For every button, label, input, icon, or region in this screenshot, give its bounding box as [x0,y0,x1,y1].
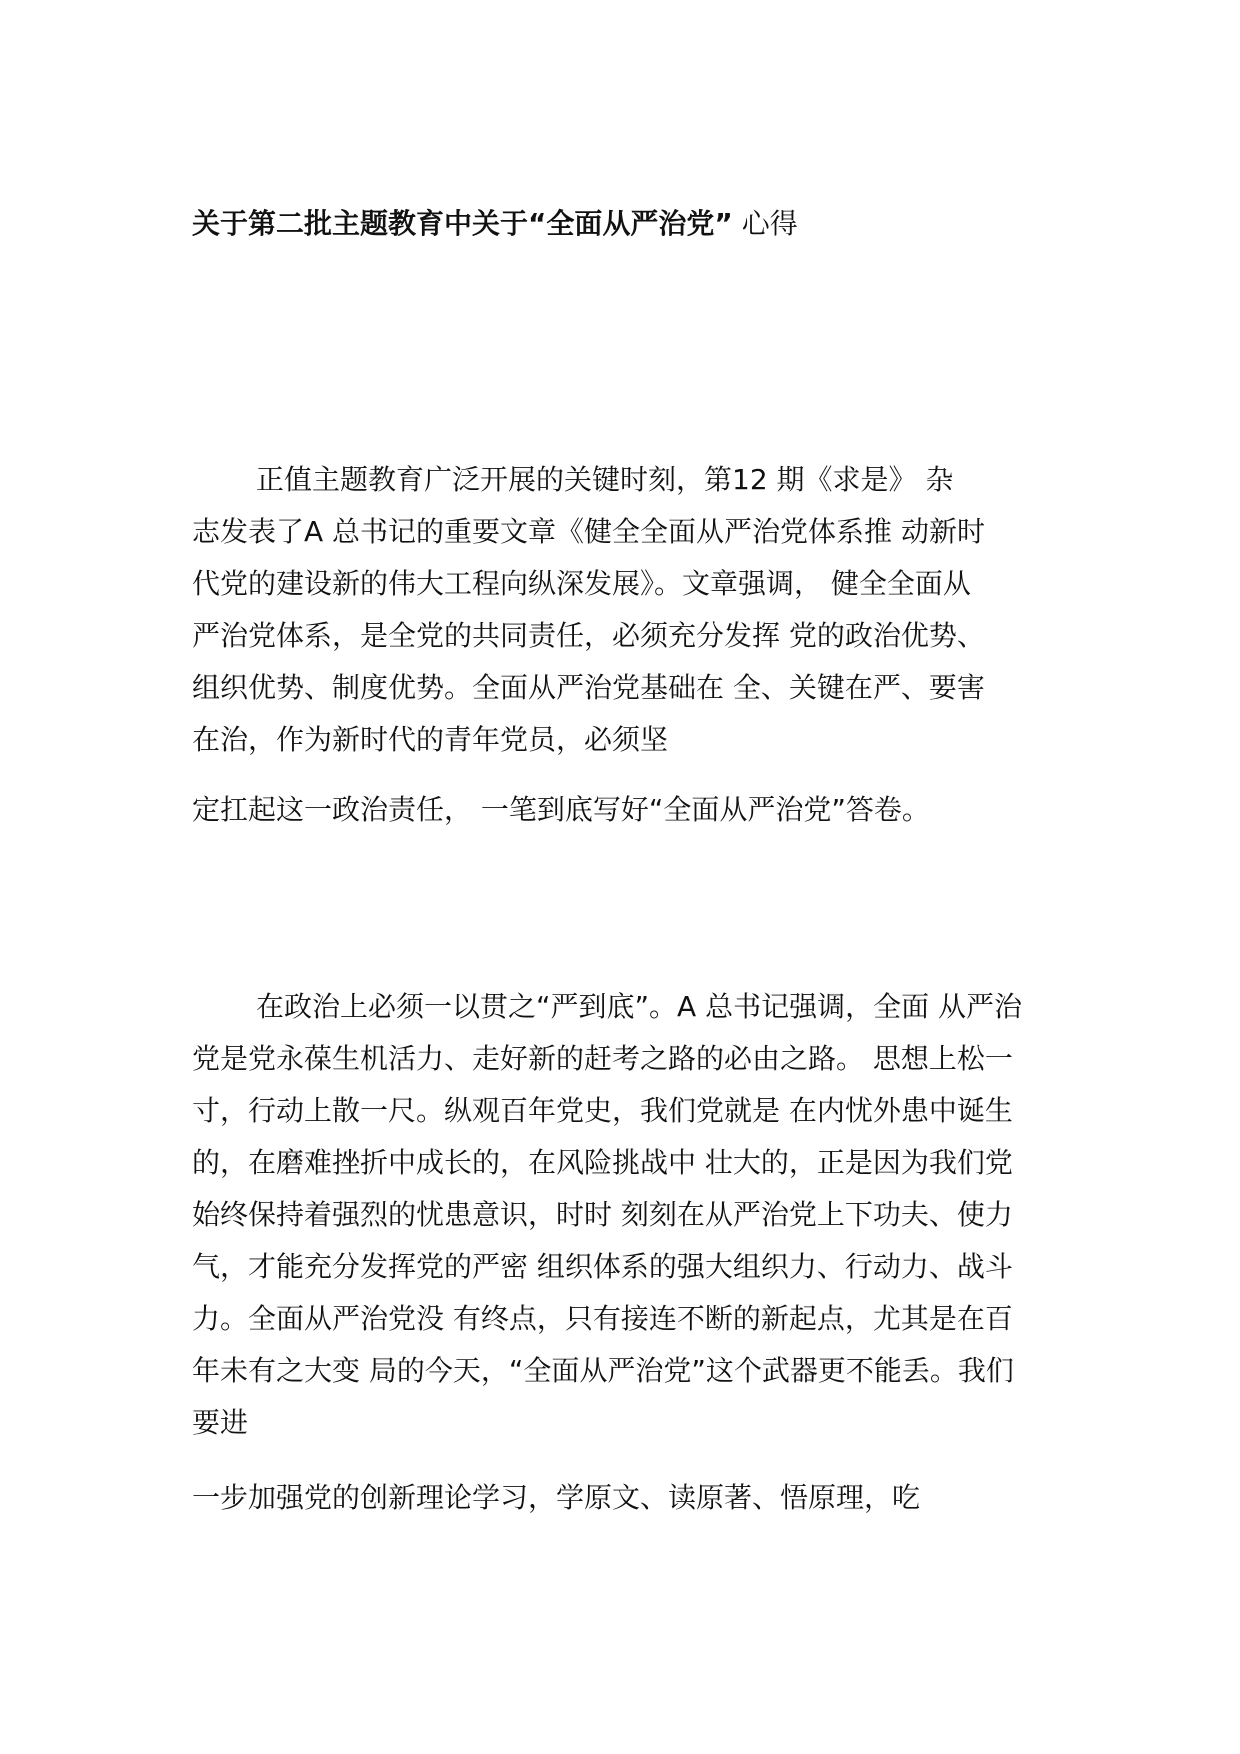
text-line: 在治，作为新时代的青年党员，必须坚 [192,723,669,756]
text-line: 严治党体系，是全党的共同责任，必须充分发挥 党的政治优势、 [192,619,985,652]
text-line: 的，在磨难挫折中成长的，在风险挑战中 壮大的，正是因为我们党 [192,1146,1013,1179]
text-line: 要进 [192,1406,249,1439]
title-tail-text: 心得 [732,207,798,240]
text-line: 一步加强党的创新理论学习，学原文、读原著、悟原理，吃 [192,1481,921,1514]
text-line: 力。全面从严治党没 有终点，只有接连不断的新起点，尤其是在百 [192,1302,1013,1335]
title-main-text: 关于第二批主题教育中关于“全面从严治党” [192,207,733,240]
text-line: 组织优势、制度优势。全面从严治党基础在 全、关键在严、要害 [192,671,985,704]
text-line: 代党的建设新的伟大工程向纵深发展》。文章强调， 健全全面从 [192,567,971,600]
text-line: 气，才能充分发挥党的严密 组织体系的强大组织力、行动力、战斗 [192,1250,1013,1283]
document-title [192,204,798,244]
text-line: 志发表了A 总书记的重要文章《健全全面从严治党体系推 动新时 [192,515,985,548]
text-line: 党是党永葆生机活力、走好新的赶考之路的必由之路。 思想上松一 [192,1042,1013,1075]
text-line: 始终保持着强烈的忧患意识，时时 刻刻在从严治党上下功夫、使力 [192,1198,1013,1231]
text-line: 定扛起这一政治责任， 一笔到底写好“全面从严治党”答卷。 [192,793,930,826]
text-line: 正值主题教育广泛开展的关键时刻，第12 期《求是》 杂 [256,463,954,496]
text-line: 寸，行动上散一尺。纵观百年党史，我们党就是 在内忧外患中诞生 [192,1094,1013,1127]
text-line: 在政治上必须一以贯之“严到底”。A 总书记强调，全面 从严治 [256,990,1022,1023]
text-line: 年未有之大变 局的今天，“全面从严治党”这个武器更不能丢。我们 [192,1354,1014,1387]
